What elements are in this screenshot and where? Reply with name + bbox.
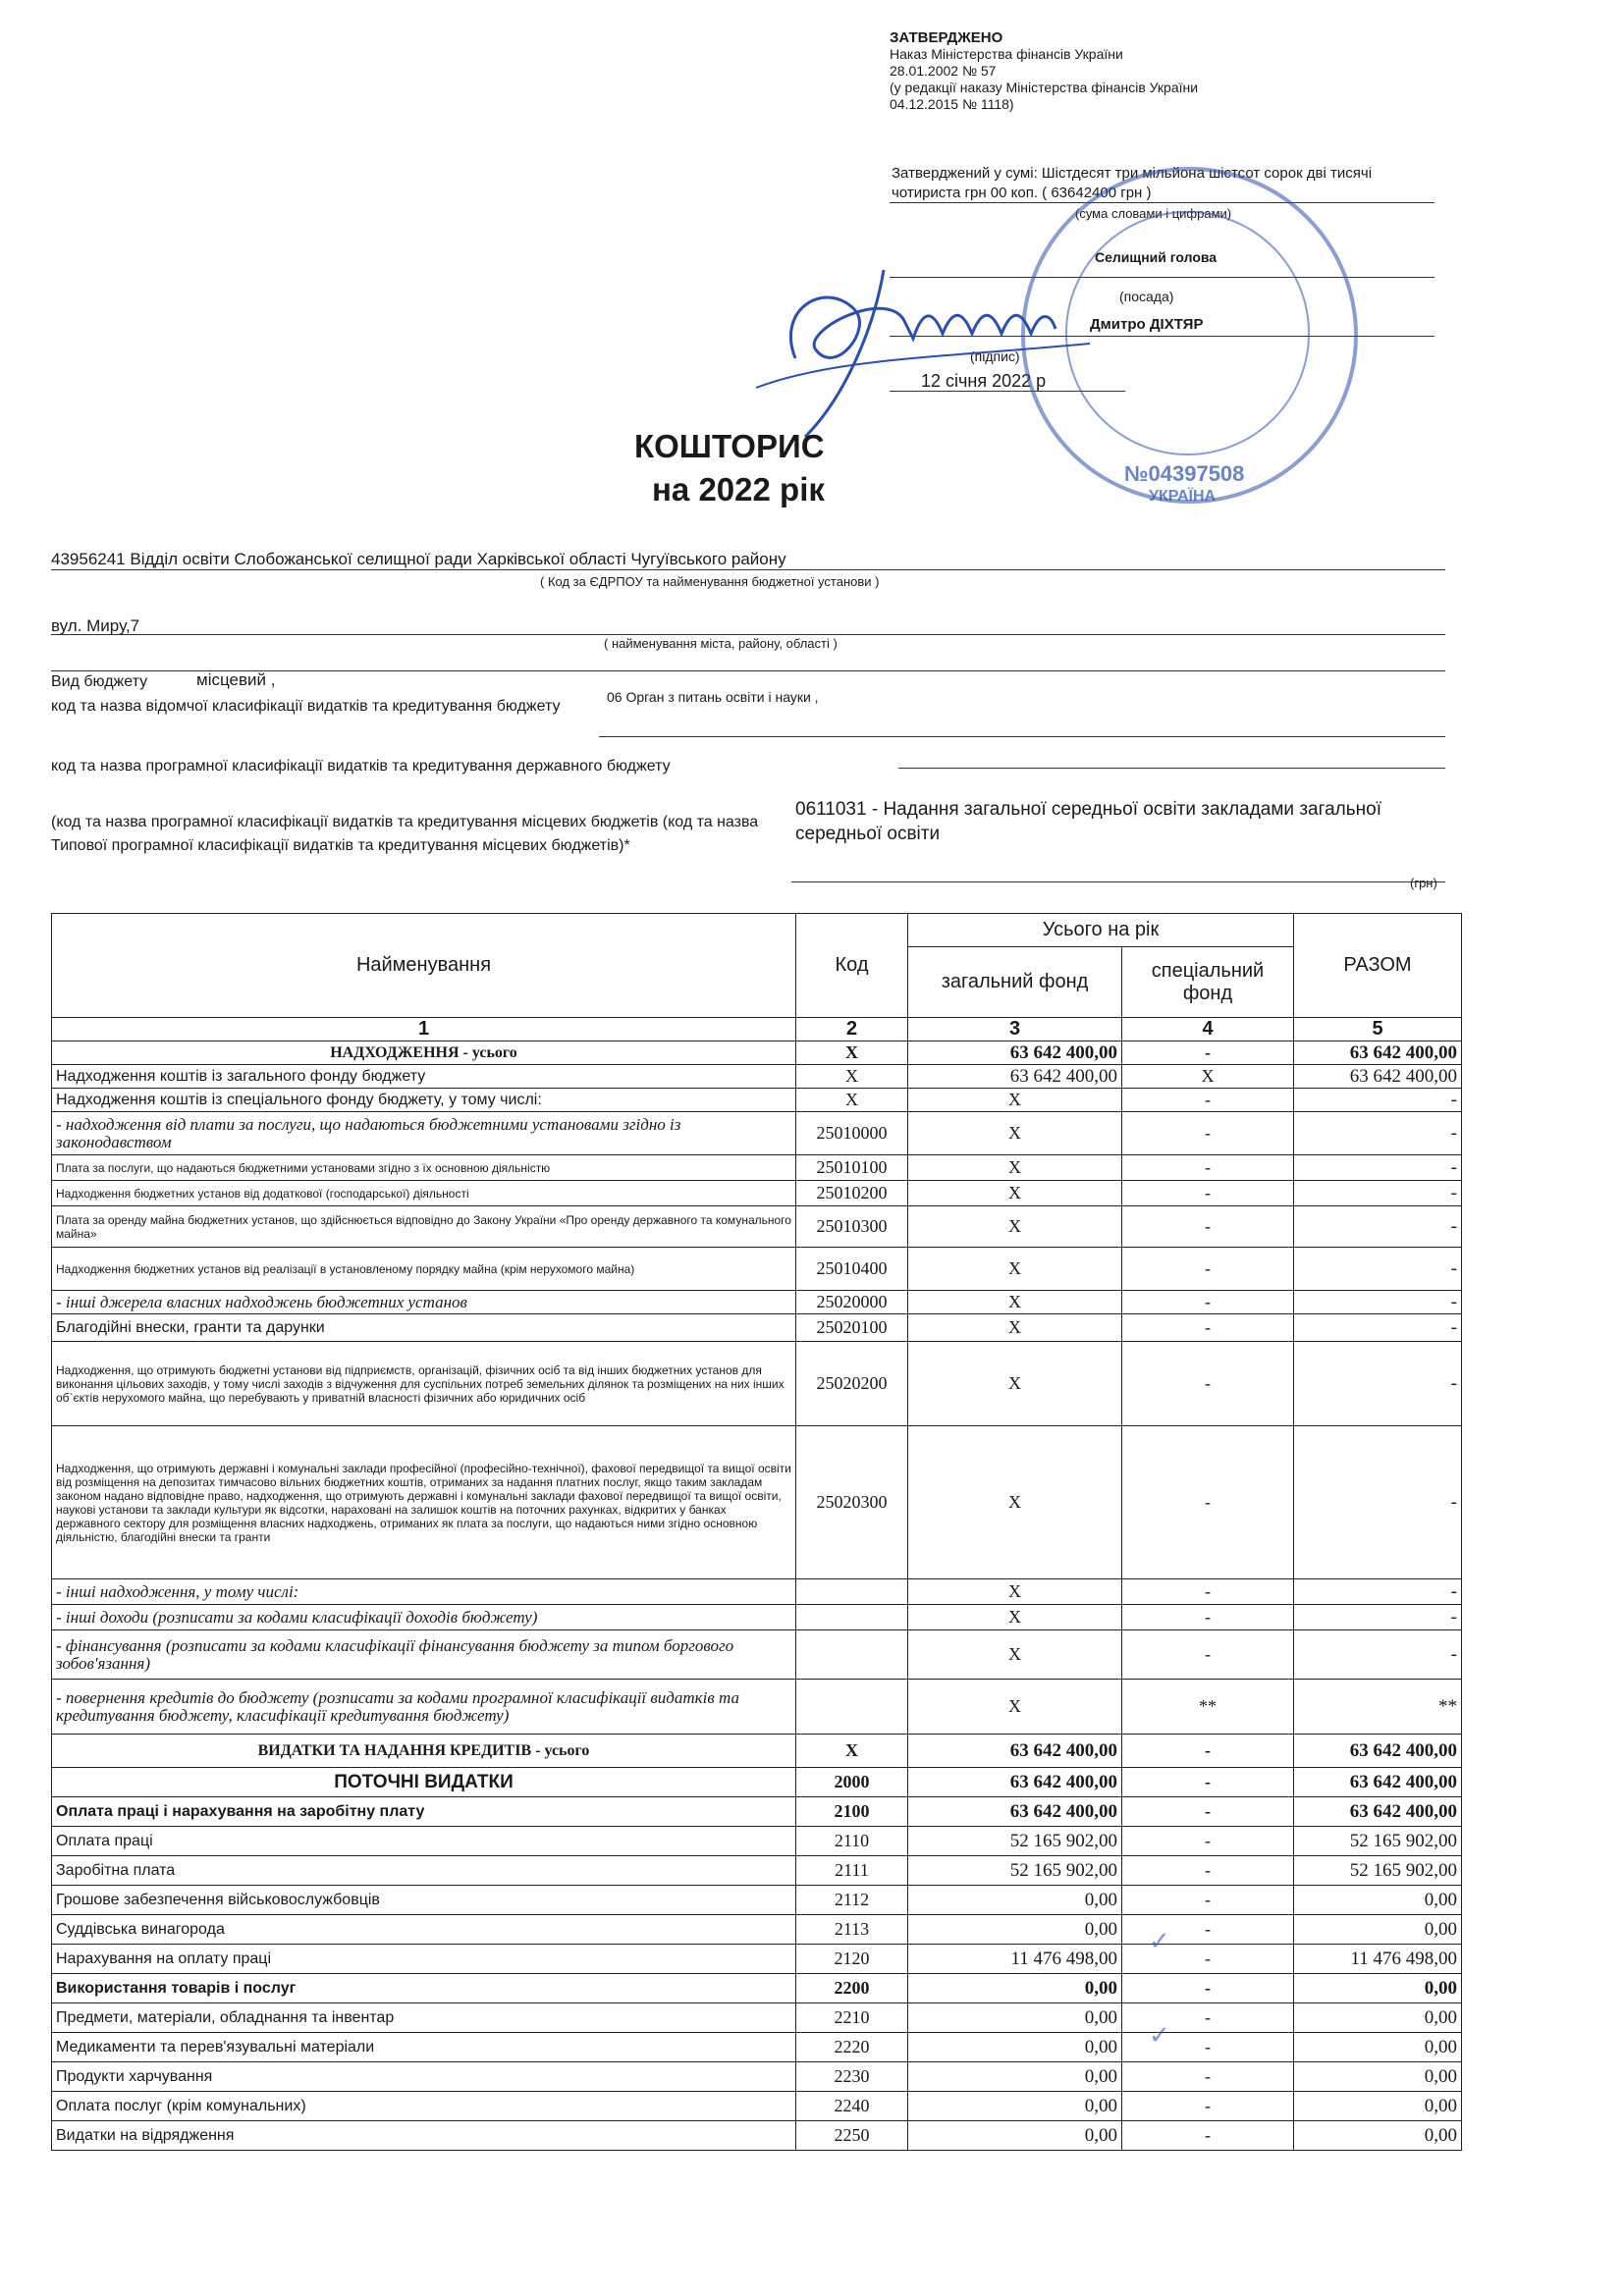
table-row [52, 1291, 1462, 1314]
row-special-fund: - [1122, 1735, 1294, 1768]
row-name: Надходження бюджетних установ від додаткової (господарської) діяльності [52, 1181, 796, 1206]
row-name: Оплата праці [52, 1827, 796, 1856]
table-row [52, 1426, 1462, 1579]
table-row [52, 1605, 1462, 1630]
row-total: 63 642 400,00 [1294, 1735, 1462, 1768]
position-value: Селищний голова [1095, 249, 1218, 265]
row-special-fund: - [1122, 1856, 1294, 1886]
row-name: - повернення кредитів до бюджету (розписати за кодами програмної класифікації видатків та кредитування бюджету, класифікації кредитування бюджету) [52, 1680, 796, 1735]
table-row [52, 1768, 1462, 1797]
dept-classification-label: код та назва відомчої класифікації видатків та кредитування бюджету [51, 698, 561, 715]
row-special-fund: - [1122, 1041, 1294, 1065]
institution-caption: ( Код за ЄДРПОУ та найменування бюджетної установи ) [540, 574, 880, 589]
row-general-fund: 63 642 400,00 [908, 1735, 1122, 1768]
row-code: 25010200 [796, 1181, 908, 1206]
order-date: 28.01.2002 № 57 [890, 63, 997, 79]
row-code: X [796, 1041, 908, 1065]
row-general-fund: X [908, 1181, 1122, 1206]
row-name: Благодійні внески, гранти та дарунки [52, 1314, 796, 1342]
row-general-fund: 0,00 [908, 1915, 1122, 1945]
row-general-fund: X [908, 1680, 1122, 1735]
table-row [52, 1915, 1462, 1945]
row-name: Нарахування на оплату праці [52, 1945, 796, 1974]
approval-block [890, 29, 1439, 113]
row-name: ВИДАТКИ ТА НАДАННЯ КРЕДИТІВ - усього [52, 1735, 796, 1768]
row-general-fund: X [908, 1579, 1122, 1605]
col-number-5: 5 [1294, 1018, 1462, 1041]
table-row [52, 1735, 1462, 1768]
row-special-fund: - [1122, 2033, 1294, 2062]
row-code [796, 1579, 908, 1605]
row-total: 63 642 400,00 [1294, 1797, 1462, 1827]
row-code: 25010400 [796, 1248, 908, 1291]
table-row [52, 1579, 1462, 1605]
row-special-fund: - [1122, 1974, 1294, 2003]
row-special-fund: ** [1122, 1680, 1294, 1735]
table-row [52, 1248, 1462, 1291]
row-general-fund: X [908, 1112, 1122, 1155]
row-total: 11 476 498,00 [1294, 1945, 1462, 1974]
row-total: - [1294, 1206, 1462, 1248]
row-special-fund: - [1122, 2003, 1294, 2033]
row-name: Надходження коштів із загального фонду бюджету [52, 1065, 796, 1089]
col-number-3: 3 [908, 1018, 1122, 1041]
row-general-fund: 0,00 [908, 2003, 1122, 2033]
table-row [52, 2003, 1462, 2033]
position-caption: (посада) [1119, 289, 1174, 304]
row-name: Надходження, що отримують державні і комунальні заклади професійної (професійно-технічної), фахової передвищої та вищої освіти від розміщення на депозитах тимчасово вільних бюджетних коштів, отриманих за надання платних послуг, якщо таким закладам законом надано відповідне право, надходження, що отримують державні і комунальні заклади фахової передвищої та вищої освіти, наукові установи та заклади культури як відсотки, нараховані на залишок коштів на поточних рахунках, відкритих у банках державного сектору для розміщення власних надходжень, отриманих як плата за послуги, що надаються ними згідно основною діяльністю, благодійні внески та гранти [52, 1426, 796, 1579]
row-special-fund: - [1122, 1797, 1294, 1827]
row-special-fund: - [1122, 1089, 1294, 1112]
check-mark: ✓ [1149, 2020, 1170, 2050]
row-total: 0,00 [1294, 2092, 1462, 2121]
row-general-fund: 63 642 400,00 [908, 1041, 1122, 1065]
row-code: 25020100 [796, 1314, 908, 1342]
approved-sum-line1: Затверджений у сумі: Шістдесят три мільйона шістсот сорок дві тисячі [892, 165, 1373, 182]
row-code: 25020200 [796, 1342, 908, 1426]
row-name: Медикаменти та перев'язувальні матеріали [52, 2033, 796, 2062]
row-special-fund: - [1122, 1248, 1294, 1291]
approved-sum-line2: чотириста грн 00 коп. ( 63642400 грн ) [892, 185, 1152, 201]
row-special-fund: - [1122, 1426, 1294, 1579]
table-row [52, 1886, 1462, 1915]
row-general-fund: 0,00 [908, 1886, 1122, 1915]
currency-unit: (грн) [1410, 876, 1437, 890]
row-total: 0,00 [1294, 2003, 1462, 2033]
row-special-fund: - [1122, 1768, 1294, 1797]
row-total: 0,00 [1294, 2062, 1462, 2092]
row-code: 2240 [796, 2092, 908, 2121]
row-special-fund: - [1122, 1206, 1294, 1248]
row-code: 2100 [796, 1797, 908, 1827]
row-name: Продукти харчування [52, 2062, 796, 2092]
table-row [52, 1112, 1462, 1155]
row-name: Суддівська винагорода [52, 1915, 796, 1945]
institution-address: вул. Миру,7 [51, 616, 140, 635]
row-code [796, 1605, 908, 1630]
row-special-fund: - [1122, 1886, 1294, 1915]
table-row [52, 1041, 1462, 1065]
stamp-country: УКРАЇНА [1149, 488, 1217, 505]
row-total: 63 642 400,00 [1294, 1768, 1462, 1797]
row-code: 2110 [796, 1827, 908, 1856]
order-edit-date: 04.12.2015 № 1118) [890, 96, 1014, 112]
row-total: - [1294, 1112, 1462, 1155]
estimate-table [51, 913, 1462, 2151]
row-general-fund: 63 642 400,00 [908, 1768, 1122, 1797]
row-general-fund: 0,00 [908, 2062, 1122, 2092]
row-code: 25010100 [796, 1155, 908, 1181]
row-general-fund: 52 165 902,00 [908, 1856, 1122, 1886]
row-special-fund: - [1122, 1630, 1294, 1680]
row-general-fund: X [908, 1342, 1122, 1426]
row-code: X [796, 1089, 908, 1112]
row-general-fund: 0,00 [908, 1974, 1122, 2003]
row-special-fund: - [1122, 1915, 1294, 1945]
row-total: 0,00 [1294, 1974, 1462, 2003]
row-special-fund: - [1122, 1342, 1294, 1426]
local-program-value: 0611031 - Надання загальної середньої освіти закладами загальної середньої освіти [795, 799, 1382, 844]
row-total: - [1294, 1181, 1462, 1206]
row-total: 63 642 400,00 [1294, 1041, 1462, 1065]
row-special-fund: - [1122, 1155, 1294, 1181]
approval-date: 12 січня 2022 р [921, 371, 1047, 391]
row-total: - [1294, 1155, 1462, 1181]
document-subtitle: на 2022 рік [652, 471, 825, 507]
row-general-fund: X [908, 1089, 1122, 1112]
signer-name: Дмитро ДІХТЯР [1090, 316, 1204, 333]
row-code: 2200 [796, 1974, 908, 2003]
stamp-number: №04397508 [1124, 461, 1245, 486]
row-special-fund: X [1122, 1065, 1294, 1089]
row-name: НАДХОДЖЕННЯ - усього [52, 1041, 796, 1065]
row-total: - [1294, 1605, 1462, 1630]
table-row [52, 1314, 1462, 1342]
row-code: 2000 [796, 1768, 908, 1797]
row-total: 52 165 902,00 [1294, 1827, 1462, 1856]
row-special-fund: - [1122, 1605, 1294, 1630]
row-general-fund: 0,00 [908, 2121, 1122, 2151]
row-name: Оплата послуг (крім комунальних) [52, 2092, 796, 2121]
row-name: - інші доходи (розписати за кодами класифікації доходів бюджету) [52, 1605, 796, 1630]
institution-name: 43956241 Відділ освіти Слобожанської селищної ради Харківської області Чугуївського району [51, 550, 786, 568]
row-code: 2210 [796, 2003, 908, 2033]
row-total: - [1294, 1089, 1462, 1112]
signature-caption: (підпис) [970, 348, 1020, 364]
check-mark: ✓ [1149, 1926, 1170, 1955]
row-name: - надходження від плати за послуги, що надаються бюджетними установами згідно із законодавством [52, 1112, 796, 1155]
table-row [52, 1680, 1462, 1735]
row-general-fund: X [908, 1155, 1122, 1181]
row-general-fund: X [908, 1426, 1122, 1579]
row-special-fund: - [1122, 1112, 1294, 1155]
row-general-fund: 63 642 400,00 [908, 1065, 1122, 1089]
table-row [52, 2033, 1462, 2062]
row-code: 2120 [796, 1945, 908, 1974]
row-total: - [1294, 1291, 1462, 1314]
table-row [52, 2092, 1462, 2121]
col-number-2: 2 [796, 1018, 908, 1041]
row-total: - [1294, 1426, 1462, 1579]
row-special-fund: - [1122, 1291, 1294, 1314]
table-row [52, 1089, 1462, 1112]
row-name: Надходження коштів із спеціального фонду бюджету, у тому числі: [52, 1089, 796, 1112]
row-name: Використання товарів і послуг [52, 1974, 796, 2003]
table-row [52, 1797, 1462, 1827]
row-name: Надходження бюджетних установ від реалізації в установленому порядку майна (крім нерухомого майна) [52, 1248, 796, 1291]
header-total: РАЗОМ [1294, 914, 1462, 1018]
row-code: 25020000 [796, 1291, 908, 1314]
row-general-fund: X [908, 1248, 1122, 1291]
row-name: - фінансування (розписати за кодами класифікації фінансування бюджету за типом боргового зобов'язання) [52, 1630, 796, 1680]
row-total: 0,00 [1294, 2121, 1462, 2151]
row-total: - [1294, 1314, 1462, 1342]
dept-classification-value: 06 Орган з питань освіти і науки , [607, 689, 819, 705]
header-year-total: Усього на рік [908, 914, 1294, 947]
table-row [52, 1206, 1462, 1248]
table-row [52, 1342, 1462, 1426]
row-code: 2113 [796, 1915, 908, 1945]
row-total: ** [1294, 1680, 1462, 1735]
row-name: Оплата праці і нарахування на заробітну плату [52, 1797, 796, 1827]
row-code: 25020300 [796, 1426, 908, 1579]
row-code [796, 1630, 908, 1680]
state-program-label: код та назва програмної класифікації видатків та кредитування державного бюджету [51, 758, 671, 774]
table-row [52, 1155, 1462, 1181]
row-special-fund: - [1122, 2092, 1294, 2121]
table-row [52, 1974, 1462, 2003]
row-code: X [796, 1065, 908, 1089]
row-general-fund: 11 476 498,00 [908, 1945, 1122, 1974]
table-row [52, 1630, 1462, 1680]
table-row [52, 1856, 1462, 1886]
row-name: Видатки на відрядження [52, 2121, 796, 2151]
budget-type-label: Вид бюджету [51, 673, 148, 690]
approval-heading: ЗАТВЕРДЖЕНО [890, 29, 1003, 46]
row-special-fund: - [1122, 1945, 1294, 1974]
row-name: Надходження, що отримують бюджетні установи від підприємств, організацій, фізичних осіб та від інших бюджетних установ для виконання цільових заходів, у тому числі заходів з відчуження для суспільних потреб земельних ділянок та розміщених на них інших об`єктів нерухомого майна, що перебувають у приватній власності фізичних або юридичних осіб [52, 1342, 796, 1426]
row-total: 0,00 [1294, 1915, 1462, 1945]
row-special-fund: - [1122, 2121, 1294, 2151]
row-general-fund: X [908, 1605, 1122, 1630]
table-row [52, 1065, 1462, 1089]
row-code [796, 1680, 908, 1735]
row-total: - [1294, 1630, 1462, 1680]
row-general-fund: 0,00 [908, 2033, 1122, 2062]
row-special-fund: - [1122, 1827, 1294, 1856]
row-name: Плата за оренду майна бюджетних установ, що здійснюється відповідно до Закону України «Про оренду державного та комунального майна» [52, 1206, 796, 1248]
row-name: Заробітна плата [52, 1856, 796, 1886]
order-edit: (у редакції наказу Міністерства фінансів України [890, 80, 1199, 95]
row-total: - [1294, 1248, 1462, 1291]
row-total: 0,00 [1294, 2033, 1462, 2062]
row-code: 2250 [796, 2121, 908, 2151]
header-code: Код [796, 914, 908, 1018]
header-general-fund: загальний фонд [908, 947, 1122, 1018]
address-caption: ( найменування міста, району, області ) [604, 636, 838, 651]
row-general-fund: X [908, 1630, 1122, 1680]
row-code: 25010300 [796, 1206, 908, 1248]
row-name: ПОТОЧНІ ВИДАТКИ [52, 1768, 796, 1797]
row-name: Предмети, матеріали, обладнання та інвентар [52, 2003, 796, 2033]
row-name: Грошове забезпечення військовослужбовців [52, 1886, 796, 1915]
header-special-fund: спеціальний фонд [1122, 947, 1294, 1018]
row-special-fund: - [1122, 1579, 1294, 1605]
row-code: 2112 [796, 1886, 908, 1915]
table-row [52, 1945, 1462, 1974]
row-total: 0,00 [1294, 1886, 1462, 1915]
row-name: - інші джерела власних надходжень бюджетних установ [52, 1291, 796, 1314]
row-special-fund: - [1122, 1181, 1294, 1206]
col-number-4: 4 [1122, 1018, 1294, 1041]
row-code: 25010000 [796, 1112, 908, 1155]
row-general-fund: X [908, 1314, 1122, 1342]
row-total: 63 642 400,00 [1294, 1065, 1462, 1089]
col-number-1: 1 [52, 1018, 796, 1041]
table-row [52, 2121, 1462, 2151]
row-code: 2111 [796, 1856, 908, 1886]
local-program-label: (код та назва програмної класифікації видатків та кредитування місцевих бюджетів (код та назва Типової програмної класифікації видатків та кредитування місцевих бюджетів)* [51, 814, 759, 854]
header-name: Найменування [52, 914, 796, 1018]
table-row [52, 1181, 1462, 1206]
table-row [52, 1827, 1462, 1856]
document-title: КОШТОРИС [634, 428, 825, 464]
budget-type-value: місцевий , [196, 670, 276, 689]
row-name: Плата за послуги, що надаються бюджетними установами згідно з їх основною діяльністю [52, 1155, 796, 1181]
row-general-fund: X [908, 1206, 1122, 1248]
row-name: - інші надходження, у тому числі: [52, 1579, 796, 1605]
order-line: Наказ Міністерства фінансів України [890, 46, 1123, 62]
table-row [52, 2062, 1462, 2092]
sum-caption: (сума словами і цифрами) [1075, 206, 1232, 221]
row-general-fund: 0,00 [908, 2092, 1122, 2121]
row-code: X [796, 1735, 908, 1768]
row-general-fund: X [908, 1291, 1122, 1314]
row-code: 2230 [796, 2062, 908, 2092]
row-total: - [1294, 1579, 1462, 1605]
row-general-fund: 52 165 902,00 [908, 1827, 1122, 1856]
row-total: - [1294, 1342, 1462, 1426]
row-special-fund: - [1122, 2062, 1294, 2092]
row-general-fund: 63 642 400,00 [908, 1797, 1122, 1827]
row-total: 52 165 902,00 [1294, 1856, 1462, 1886]
row-special-fund: - [1122, 1314, 1294, 1342]
row-code: 2220 [796, 2033, 908, 2062]
